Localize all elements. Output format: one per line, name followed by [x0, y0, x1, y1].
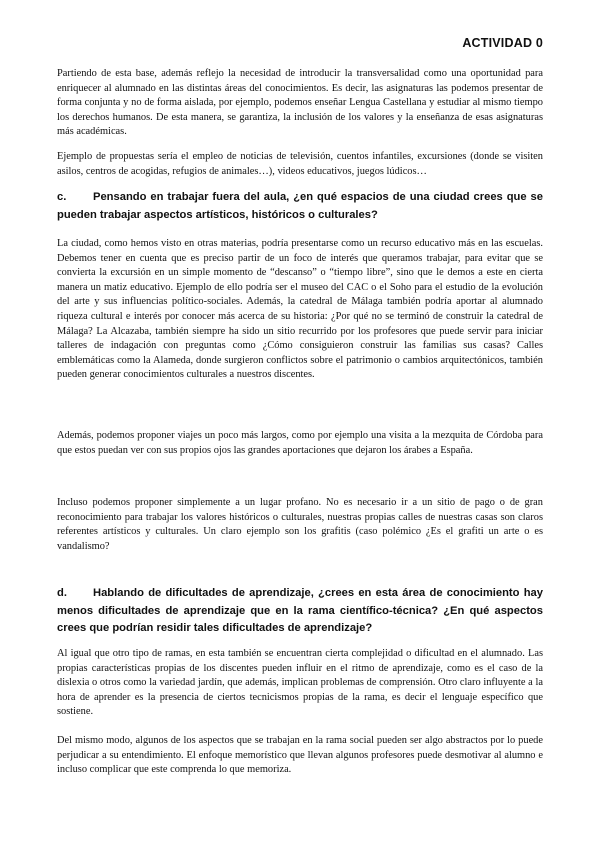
question-d [57, 585, 543, 638]
section-d-paragraph-1: Al igual que otro tipo de ramas, en esta también se encuentran cierta complejidad o dificultad en el alumnado. Las propias características propias de los discentes pueden influir en el ritmo de aprendizaje, como es el caso de la dislexia o otros como la variedad jardín, que además, implican problemas de comprensión. Otro claro influyente a la hora de aprender es la presencia de ciertos tecnicismos propias de la rama, es decir el lenguaje específico que sostiene. [57, 648, 543, 718]
question-c-letter: c. [57, 191, 67, 203]
intro-paragraph-2: Ejemplo de propuestas sería el empleo de noticias de televisión, cuentos infantiles, excursiones (donde se visiten asilos, centros de acogidas, refugios de animales…), videos educativos, juegos lúdicos… [57, 151, 543, 177]
question-d-letter: d. [57, 587, 67, 599]
section-c-paragraph-2: Además, podemos proponer viajes un poco más largos, como por ejemplo una visita a la mezquita de Córdoba para que estos puedan ver con sus propios ojos las grandes aportaciones que dejaron los árabes a España. [57, 430, 543, 456]
question-c-text: Pensando en trabajar fuera del aula, ¿en qué espacios de una ciudad crees que se pueden trabajar aspectos artísticos, históricos o culturales? [57, 191, 543, 221]
section-c-paragraph-3: Incluso podemos proponer simplemente a un lugar profano. No es necesario ir a un sitio de pago o de gran reconocimiento para trabajar los valores históricos o culturales, nuestras propias calles de nuestras casas son claros referentes artísticos y culturales. Un claro ejemplo son los grafitis (caso polémico ¿Es el grafiti un arte o es vandalismo? [57, 497, 543, 552]
intro-paragraph-1: Partiendo de esta base, además reflejo la necesidad de introducir la transversalidad como una oportunidad para enriquecer al alumnado en las distintas áreas del conocimientos. Es decir, las asignaturas las podemos presentar de forma conjunta y no de forma aislada, por ejemplo, podemos enseñar Lengua Castellana y estudiar al mismo tiempo los derechos humanos. De esta manera, se garantiza, la inclusión de los valores y la enseñanza de esas asignaturas más académicas. [57, 68, 543, 138]
question-c [57, 189, 543, 224]
section-d-paragraph-2: Del mismo modo, algunos de los aspectos que se trabajan en la rama social pueden ser algo abstractos por lo puede perjudicar a su entendimiento. El enfoque memorístico que llevan algunos profesores puede desmotivar al alumno e incluso complicar que este comprenda lo que memoriza. [57, 735, 543, 776]
section-c-paragraph-1: La ciudad, como hemos visto en otras materias, podría presentarse como un recurso educativo más en las escuelas. Debemos tener en cuenta que es preciso partir de un foco de interés que queramos trabajar, para evitar que se convierta la excursión en un simple momento de “descanso” o “tiempo libre”, sino que le demos a este en cierta manera un matiz educativo. Ejemplo de ello podría ser el museo del CAC o el Soho para el estudio de la evolución del arte y sus influencias político-sociales. Además, la catedral de Málaga también podría aportar al alumnado riqueza cultural e interés por conocer más acerca de su historia: ¿Por qué no se terminó de construir la catedral de Málaga? La Alcazaba, también siempre ha sido un sitio recurrido por los profesores que puede servir para iniciar talleres de indagación con preguntas como ¿Cómo consiguieron construir las familias sus casas? Calles emblemáticas como la Alameda, donde surgieron conflictos sobre el patrimonio o cambios arquitectónicos, también pueden generar conocimientos culturales a nuestros discentes. [57, 238, 543, 381]
activity-title: ACTIVIDAD 0 [462, 36, 543, 50]
question-d-text: Hablando de dificultades de aprendizaje, ¿crees en esta área de conocimiento hay menos dificultades de aprendizaje que en la rama científico-técnica? ¿En qué aspectos crees que podrían residir tales dificultades de aprendizaje? [57, 587, 543, 634]
